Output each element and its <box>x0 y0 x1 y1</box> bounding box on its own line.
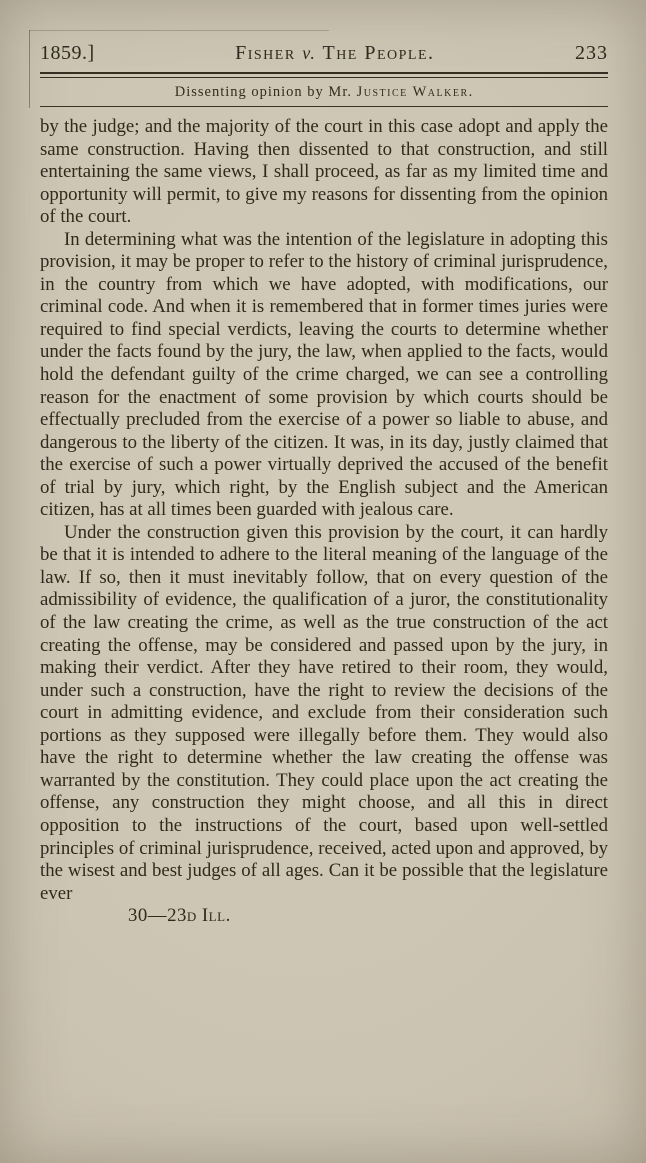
paragraph: In determining what was the intention of the legislature in adopting this provision, it may be proper to refer to the history of criminal jurisprudence, in the country from which we have adopted, with modifications, our criminal code. And when it is remembered that in former times juries were required to find special verdicts, leaving the courts to determine whether under the facts found by the jury, the law, when applied to the facts, would hold the defendant guilty of the crime charged, we can see a controlling reason for the enactment of some provision by which courts should be effectually precluded from the exercise of a power so liable to abuse, and dangerous to the liberty of the citizen. It was, in its day, justly claimed that the exercise of such a power virtually deprived the accused of the benefit of trial by jury, which right, by the English subject and the American citizen, has at all times been guarded with jealous care. <box>40 228 608 521</box>
running-head-text: Dissenting opinion by Mr. <box>174 84 357 100</box>
case-title-defendant: The People. <box>316 42 435 64</box>
page-header <box>40 42 608 65</box>
case-title-versus: v. <box>302 43 317 63</box>
case-title-plaintiff: Fisher <box>235 42 303 64</box>
paragraph: by the judge; and the majority of the court in this case adopt and apply the same construction. Having then dissented to that construction, and still entertaining the same views, I shall proceed, as far as my limited time and opportunity will permit, to give my reasons for dissenting from the opinion of the court. <box>40 116 608 228</box>
opinion-body-text <box>40 116 608 905</box>
header-page-number: 233 <box>574 42 608 64</box>
running-head-rule <box>40 106 608 107</box>
running-head-justice-name: Justice Walker <box>356 84 469 100</box>
running-head <box>40 84 608 101</box>
scan-edge-artifact-vertical <box>29 30 30 108</box>
footer-signature-mark: 30—23d Ill. <box>128 905 231 927</box>
paragraph: Under the construction given this provision by the court, it can hardly be that it is intended to adhere to the literal meaning of the language of the law. If so, then it must inevitably follow, that on every question of the admissibility of evidence, the qualification of a juror, the constitutionality of the law creating the crime, as well as the true construction of the act creating the offense, may be considered and passed upon by the jury, in making their verdict. After they have retired to their room, they would, under such a construction, have the right to review the decisions of the court in admitting evidence, and exclude from their consideration such portions as they supposed were illegally before them. They would also have the right to determine whether the law creating the offense was warranted by the constitution. They could place upon the act creating the offense, any construction they might choose, and all this in direct opposition to the instructions of the court, based upon well-settled principles of criminal jurisprudence, received, acted upon and approved, by the wisest and best judges of all ages. Can it be possible that the legislature ever <box>40 521 608 904</box>
header-year: 1859.] <box>40 42 95 64</box>
scan-edge-artifact-horizontal <box>29 30 329 31</box>
running-head-period: . <box>468 84 474 100</box>
header-case-title <box>235 42 434 65</box>
header-double-rule <box>40 72 608 78</box>
